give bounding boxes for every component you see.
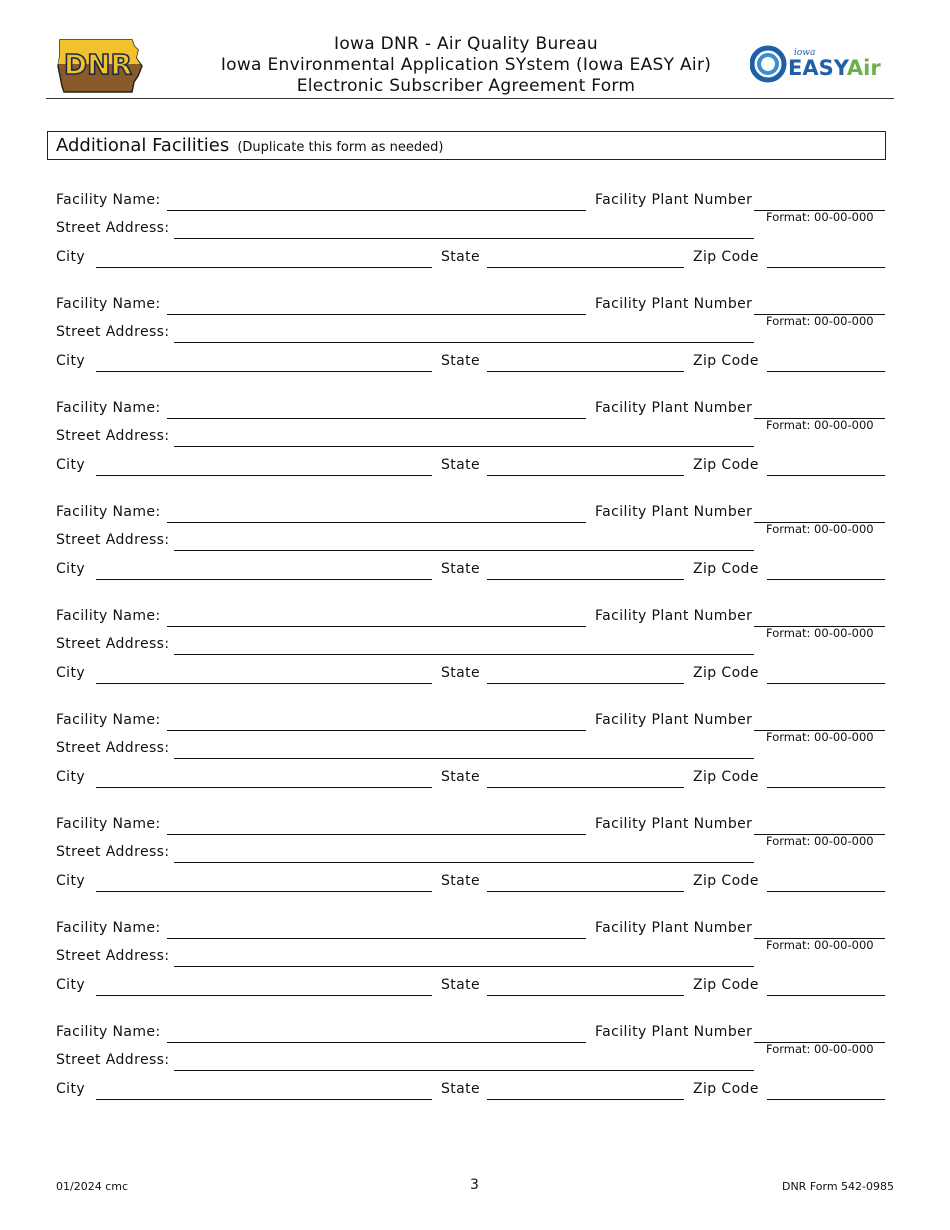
zip-code-label: Zip Code — [693, 353, 759, 369]
street-address-label: Street Address: — [56, 324, 170, 340]
street-address-field[interactable] — [174, 758, 754, 759]
city-field[interactable] — [96, 267, 432, 268]
system-title: Iowa Environmental Application SYstem (Iowa EASY Air) — [220, 55, 712, 75]
footer-date-code: 01/2024 cmc — [56, 1180, 129, 1193]
street-address-label: Street Address: — [56, 844, 170, 860]
facility-entry — [0, 500, 950, 604]
street-address-field[interactable] — [174, 862, 754, 863]
facility-name-field[interactable] — [167, 418, 586, 419]
state-label: State — [441, 353, 481, 369]
plant-number-label: Facility Plant Number — [595, 712, 753, 728]
facility-name-label: Facility Name: — [56, 920, 161, 936]
city-field[interactable] — [96, 579, 432, 580]
zip-code-field[interactable] — [767, 475, 885, 476]
state-field[interactable] — [487, 267, 684, 268]
street-address-label: Street Address: — [56, 532, 170, 548]
facility-name-label: Facility Name: — [56, 296, 161, 312]
state-field[interactable] — [487, 371, 684, 372]
state-label: State — [441, 977, 481, 993]
easy-logo-air: Air — [846, 56, 881, 80]
plant-number-format-hint: Format: 00-00-000 — [766, 730, 874, 744]
plant-number-label: Facility Plant Number — [595, 192, 753, 208]
street-address-label: Street Address: — [56, 220, 170, 236]
city-field[interactable] — [96, 787, 432, 788]
street-address-label: Street Address: — [56, 948, 170, 964]
zip-code-label: Zip Code — [693, 249, 759, 265]
street-address-label: Street Address: — [56, 636, 170, 652]
plant-number-label: Facility Plant Number — [595, 608, 753, 624]
zip-code-field[interactable] — [767, 891, 885, 892]
zip-code-label: Zip Code — [693, 1081, 759, 1097]
plant-number-format-hint: Format: 00-00-000 — [766, 626, 874, 640]
facility-name-field[interactable] — [167, 314, 586, 315]
easy-logo-easy: EASY — [788, 56, 847, 80]
facility-name-label: Facility Name: — [56, 816, 161, 832]
zip-code-label: Zip Code — [693, 977, 759, 993]
iowa-easy-air-logo — [750, 44, 890, 84]
zip-code-field[interactable] — [767, 787, 885, 788]
facility-name-field[interactable] — [167, 626, 586, 627]
facility-name-field[interactable] — [167, 210, 586, 211]
street-address-field[interactable] — [174, 238, 754, 239]
plant-number-label: Facility Plant Number — [595, 504, 753, 520]
state-field[interactable] — [487, 891, 684, 892]
zip-code-label: Zip Code — [693, 769, 759, 785]
plant-number-format-hint: Format: 00-00-000 — [766, 938, 874, 952]
facility-name-label: Facility Name: — [56, 1024, 161, 1040]
page-header — [46, 28, 894, 99]
easy-logo-small: iowa — [794, 48, 816, 58]
city-label: City — [56, 977, 86, 993]
street-address-field[interactable] — [174, 342, 754, 343]
facility-entry — [0, 188, 950, 292]
facility-entry — [0, 604, 950, 708]
zip-code-label: Zip Code — [693, 561, 759, 577]
city-label: City — [56, 457, 86, 473]
state-label: State — [441, 457, 481, 473]
facility-entry — [0, 812, 950, 916]
state-field[interactable] — [487, 683, 684, 684]
street-address-label: Street Address: — [56, 740, 170, 756]
city-field[interactable] — [96, 371, 432, 372]
plant-number-format-hint: Format: 00-00-000 — [766, 1042, 874, 1056]
facility-name-field[interactable] — [167, 938, 586, 939]
facility-entry — [0, 396, 950, 500]
state-field[interactable] — [487, 787, 684, 788]
state-field[interactable] — [487, 579, 684, 580]
city-label: City — [56, 561, 86, 577]
facility-entry — [0, 292, 950, 396]
section-note: (Duplicate this form as needed) — [237, 140, 444, 155]
plant-number-format-hint: Format: 00-00-000 — [766, 210, 874, 224]
city-field[interactable] — [96, 891, 432, 892]
facility-name-label: Facility Name: — [56, 504, 161, 520]
zip-code-field[interactable] — [767, 579, 885, 580]
state-label: State — [441, 665, 481, 681]
street-address-field[interactable] — [174, 550, 754, 551]
section-title: Additional Facilities — [56, 135, 230, 156]
plant-number-format-hint: Format: 00-00-000 — [766, 522, 874, 536]
facility-name-label: Facility Name: — [56, 400, 161, 416]
city-label: City — [56, 873, 86, 889]
plant-number-label: Facility Plant Number — [595, 400, 753, 416]
zip-code-label: Zip Code — [693, 665, 759, 681]
iowa-dnr-logo — [54, 36, 144, 96]
plant-number-label: Facility Plant Number — [595, 1024, 753, 1040]
plant-number-format-hint: Format: 00-00-000 — [766, 834, 874, 848]
street-address-label: Street Address: — [56, 1052, 170, 1068]
city-label: City — [56, 769, 86, 785]
header-titles — [166, 34, 766, 97]
plant-number-label: Facility Plant Number — [595, 296, 753, 312]
zip-code-label: Zip Code — [693, 873, 759, 889]
facility-name-field[interactable] — [167, 522, 586, 523]
section-header — [47, 131, 886, 160]
zip-code-field[interactable] — [767, 995, 885, 996]
zip-code-field[interactable] — [767, 683, 885, 684]
city-label: City — [56, 665, 86, 681]
facility-name-label: Facility Name: — [56, 608, 161, 624]
facility-name-label: Facility Name: — [56, 712, 161, 728]
facility-name-label: Facility Name: — [56, 192, 161, 208]
svg-text:EASYAir — [788, 56, 881, 80]
state-label: State — [441, 1081, 481, 1097]
city-label: City — [56, 353, 86, 369]
street-address-label: Street Address: — [56, 428, 170, 444]
page-number: 3 — [470, 1177, 479, 1193]
facility-name-field[interactable] — [167, 730, 586, 731]
zip-code-field[interactable] — [767, 1099, 885, 1100]
bureau-title: Iowa DNR - Air Quality Bureau — [334, 34, 598, 54]
city-field[interactable] — [96, 1099, 432, 1100]
facility-entry — [0, 916, 950, 1020]
plant-number-label: Facility Plant Number — [595, 920, 753, 936]
city-field[interactable] — [96, 683, 432, 684]
city-label: City — [56, 249, 86, 265]
plant-number-format-hint: Format: 00-00-000 — [766, 314, 874, 328]
state-label: State — [441, 769, 481, 785]
state-field[interactable] — [487, 995, 684, 996]
plant-number-label: Facility Plant Number — [595, 816, 753, 832]
dnr-logo-text: DNR — [63, 48, 133, 81]
state-field[interactable] — [487, 1099, 684, 1100]
state-label: State — [441, 249, 481, 265]
state-label: State — [441, 873, 481, 889]
form-number: DNR Form 542-0985 — [781, 1180, 894, 1193]
street-address-field[interactable] — [174, 446, 754, 447]
street-address-field[interactable] — [174, 1070, 754, 1071]
city-field[interactable] — [96, 995, 432, 996]
street-address-field[interactable] — [174, 654, 754, 655]
facility-entry — [0, 708, 950, 812]
zip-code-field[interactable] — [767, 371, 885, 372]
state-label: State — [441, 561, 481, 577]
facility-name-field[interactable] — [167, 1042, 586, 1043]
zip-code-field[interactable] — [767, 267, 885, 268]
plant-number-format-hint: Format: 00-00-000 — [766, 418, 874, 432]
street-address-field[interactable] — [174, 966, 754, 967]
zip-code-label: Zip Code — [693, 457, 759, 473]
form-title: Electronic Subscriber Agreement Form — [296, 76, 636, 96]
state-field[interactable] — [487, 475, 684, 476]
facility-name-field[interactable] — [167, 834, 586, 835]
facility-entry — [0, 1020, 950, 1124]
city-label: City — [56, 1081, 86, 1097]
city-field[interactable] — [96, 475, 432, 476]
